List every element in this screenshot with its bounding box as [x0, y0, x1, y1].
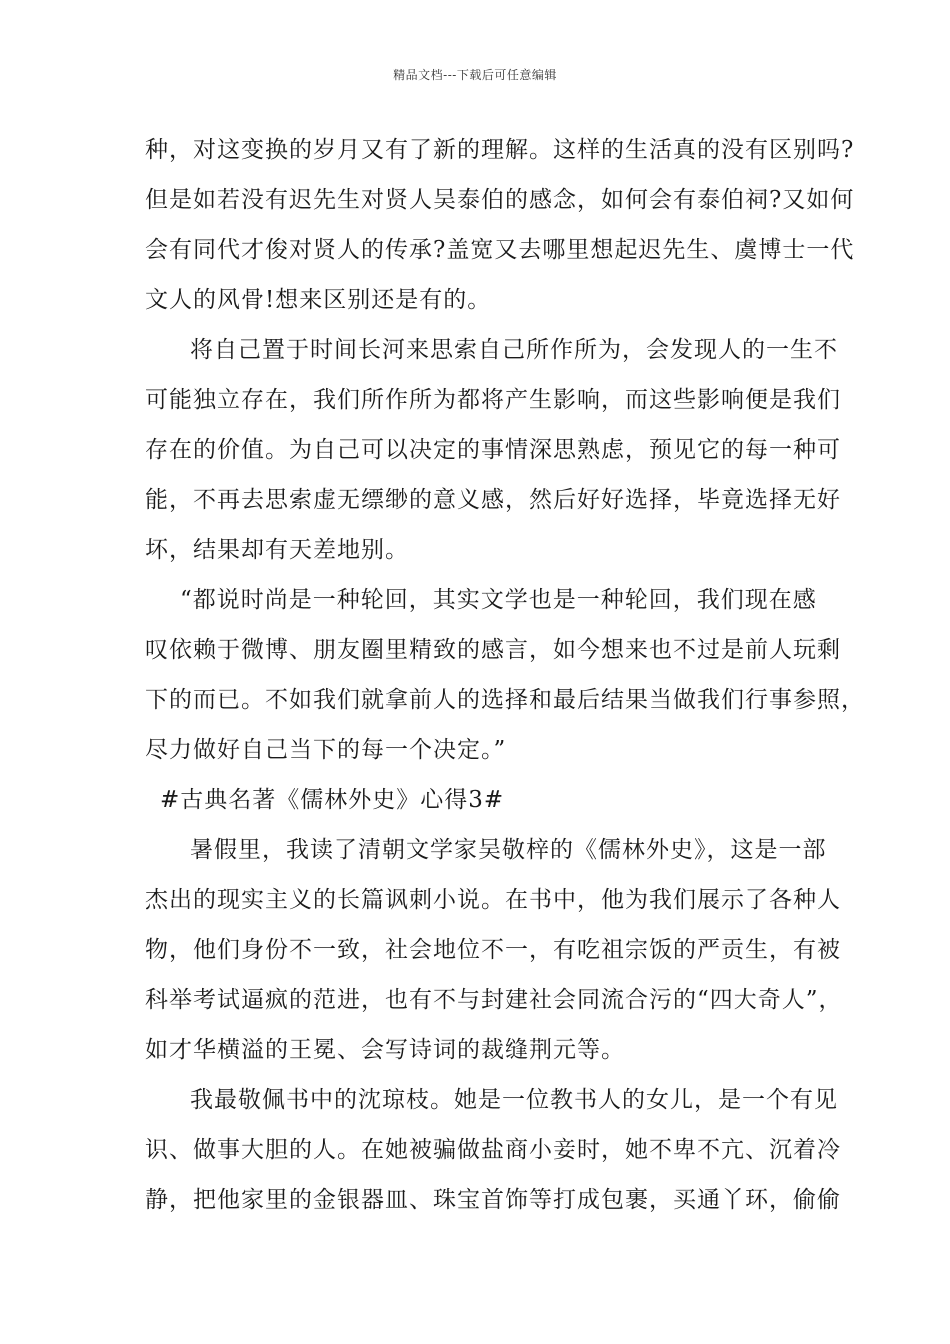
body-line: 杰出的现实主义的长篇讽刺小说。在书中，他为我们展示了各种人 [145, 887, 841, 913]
body-line: 文人的风骨!想来区别还是有的。 [145, 287, 492, 313]
paragraph-first-line: 暑假里，我读了清朝文学家吴敬梓的《儒林外史》，这是一部 [190, 837, 827, 863]
paragraph-first-line: “都说时尚是一种轮回，其实文学也是一种轮回，我们现在感 [180, 587, 817, 613]
paragraph-first-line: 将自己置于时间长河来思索自己所作所为，会发现人的一生不 [190, 337, 838, 363]
section-heading: #古典名著《儒林外史》心得3# [160, 787, 505, 813]
body-line: 存在的价值。为自己可以决定的事情深思熟虑，预见它的每一种可 [145, 437, 841, 463]
body-line: 物，他们身份不一致，社会地位不一，有吃祖宗饭的严贡生，有被 [145, 937, 841, 963]
body-line: 下的而已。不如我们就拿前人的选择和最后结果当做我们行事参照， [145, 687, 865, 713]
body-line: 种，对这变换的岁月又有了新的理解。这样的生活真的没有区别吗? [145, 137, 855, 163]
body-line: 坏，结果却有天差地别。 [145, 537, 409, 563]
body-line: 叹依赖于微博、朋友圈里精致的感言，如今想来也不过是前人玩剩 [145, 637, 841, 663]
body-line: 识、做事大胆的人。在她被骗做盐商小妾时，她不卑不亢、沉着冷 [145, 1137, 841, 1163]
body-line: 能，不再去思索虚无缥缈的意义感，然后好好选择，毕竟选择无好 [145, 487, 841, 513]
body-line: 如才华横溢的王冕、会写诗词的裁缝荆元等。 [145, 1037, 625, 1063]
body-line: 科举考试逼疯的范进，也有不与封建社会同流合污的“四大奇人”， [145, 987, 843, 1013]
page-header: 精品文档---下载后可任意编辑 [393, 68, 557, 82]
body-line: 可能独立存在，我们所作所为都将产生影响，而这些影响便是我们 [145, 387, 841, 413]
body-line: 尽力做好自己当下的每一个决定。” [145, 737, 507, 763]
body-line: 但是如若没有迟先生对贤人吴泰伯的感念，如何会有泰伯祠?又如何 [145, 187, 855, 213]
body-line: 会有同代才俊对贤人的传承?盖宽又去哪里想起迟先生、虞博士一代 [145, 237, 855, 263]
body-line: 静，把他家里的金银器皿、珠宝首饰等打成包裹，买通丫环，偷偷 [145, 1187, 841, 1213]
paragraph-first-line: 我最敬佩书中的沈琼枝。她是一位教书人的女儿，是一个有见 [190, 1087, 838, 1113]
